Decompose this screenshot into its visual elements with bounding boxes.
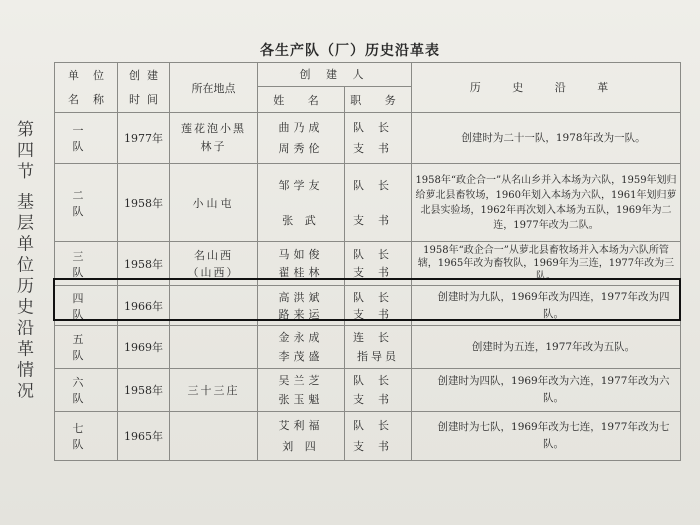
founded-year: 1958年 [118,369,170,412]
founder-roles: 队长 支书 [345,164,412,242]
history-text: 创建时为七队，1969年改为七连，1977年改为七队。 [412,412,681,461]
history-text: 创建时为五连，1977年改为五队。 [412,326,681,369]
founder-names: 金永成 李茂盛 [258,326,345,369]
founded-year: 1958年 [118,164,170,242]
header-name: 姓 名 [258,87,345,113]
history-text: 创建时为九队，1969年改为四连，1977年改为四队。 [412,286,681,326]
unit-name: 七 队 [55,412,118,461]
header-position: 职 务 [345,87,412,113]
founder-names: 邹学友 张 武 [258,164,345,242]
unit-name: 三 队 [55,242,118,286]
location: 三十三庄 [170,369,258,412]
unit-name: 一 队 [55,113,118,164]
location [170,286,258,326]
unit-name: 二 队 [55,164,118,242]
location [170,412,258,461]
unit-name: 五 队 [55,326,118,369]
unit-name: 四 队 [55,286,118,326]
table-row [55,242,681,286]
header-founders: 创 建 人 [258,63,412,87]
founder-roles: 队长 支书 [345,369,412,412]
header-founded: 创 建 时 间 [118,63,170,113]
founder-names: 马如俊 翟桂林 [258,242,345,286]
history-text: 创建时为四队，1969年改为六连，1977年改为六队。 [412,369,681,412]
founder-roles: 连长 指导员 [345,326,412,369]
founder-roles: 队长 支书 [345,412,412,461]
history-text: 1958年“政企合一”从萝北县畜牧场并入本场为六队所管辖，1965年改为畜牧队，1969年为三连，1977年改为三队。 [412,242,681,286]
founder-names: 吴兰芝 张玉魁 [258,369,345,412]
table-row [55,326,681,369]
section-title: 第四节 基层单位历史沿革情况 [13,120,33,403]
table-row [55,412,681,461]
location: 莲花泡小黑林子 [170,113,258,164]
header-unit: 单 位 名 称 [55,63,118,113]
table-row [55,369,681,412]
header-row [55,63,681,87]
founded-year: 1977年 [118,113,170,164]
founded-year: 1958年 [118,242,170,286]
founder-names: 高洪斌 路来运 [258,286,345,326]
founded-year: 1965年 [118,412,170,461]
history-table [54,62,681,461]
founder-roles: 队长 支书 [345,286,412,326]
location: 小山屯 [170,164,258,242]
founder-names: 艾利福 刘 四 [258,412,345,461]
founder-roles: 队长 支书 [345,113,412,164]
table-row [55,164,681,242]
table-title: 各生产队（厂）历史沿革表 [260,43,440,59]
history-text: 1958年“政企合一”从名山乡并入本场为六队，1959年划归给萝北县畜牧场，1960年划入本场为六队，1961年划归萝北县实验场，1962年再次划入本场为五队，1969年为二连，1977年改为二队。 [412,164,681,242]
founded-year: 1966年 [118,286,170,326]
table-row [55,113,681,164]
unit-name: 六 队 [55,369,118,412]
header-location: 所在地点 [170,63,258,113]
founded-year: 1969年 [118,326,170,369]
location: 名山西（山西） [170,242,258,286]
founder-names: 曲乃成 周秀伦 [258,113,345,164]
history-text: 创建时为二十一队，1978年改为一队。 [412,113,681,164]
header-history: 历 史 沿 革 [412,63,681,113]
founder-roles: 队长 支书 [345,242,412,286]
table-row [55,286,681,326]
location [170,326,258,369]
